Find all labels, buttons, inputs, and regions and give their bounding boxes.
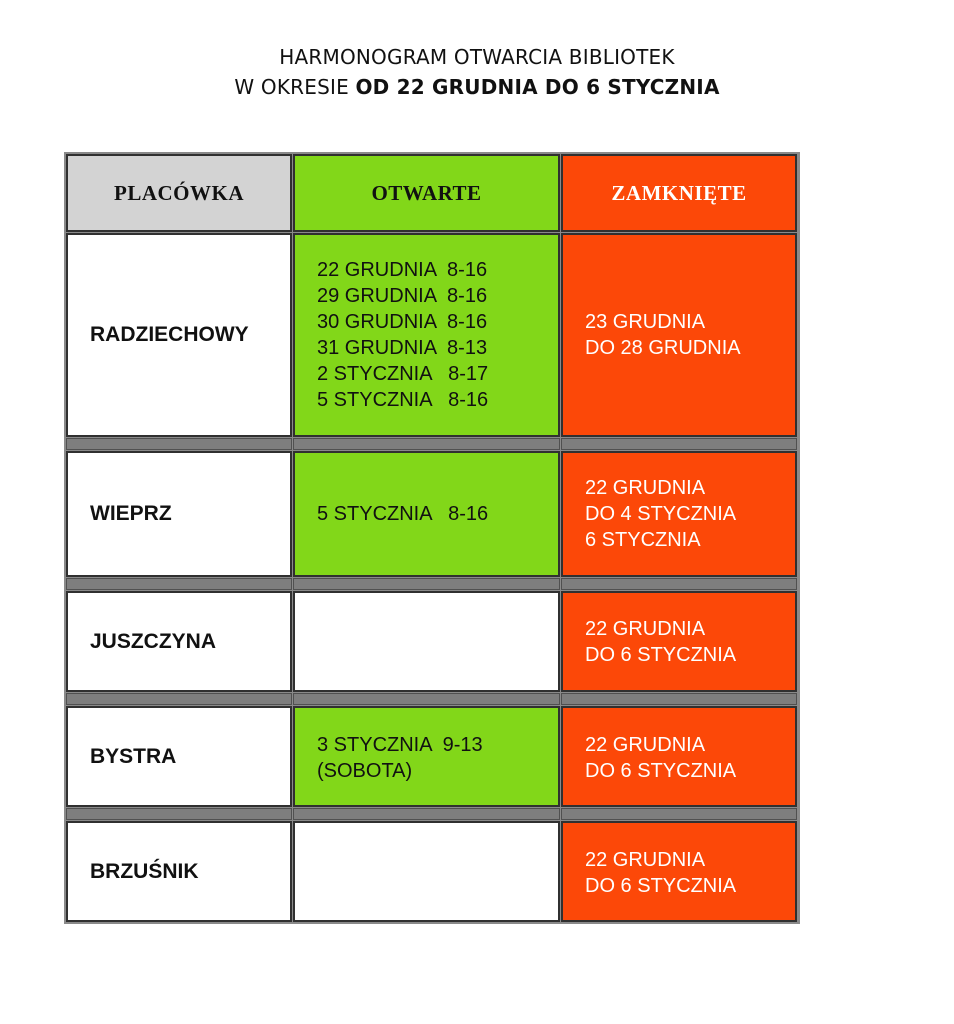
title-line-2 xyxy=(0,72,954,102)
row-separator xyxy=(561,808,797,820)
row-separator xyxy=(293,808,560,820)
row-1-closed-line-2: 6 STYCZNIA xyxy=(585,529,701,551)
title-line-2-prefix: W OKRESIE xyxy=(234,75,356,99)
row-separator xyxy=(293,693,560,705)
row-1-closed xyxy=(561,451,797,577)
row-0-open-line-2: 30 GRUDNIA 8-16 xyxy=(317,311,488,333)
row-2-open xyxy=(293,591,560,692)
row-2-name: JUSZCZYNA xyxy=(66,591,292,692)
row-0-open-line-0: 22 GRUDNIA 8-16 xyxy=(317,259,488,281)
row-separator xyxy=(561,438,797,450)
row-2-closed-line-1: DO 6 STYCZNIA xyxy=(585,643,737,666)
row-0-name: RADZIECHOWY xyxy=(66,233,292,437)
header-otwarte: OTWARTE xyxy=(293,154,560,232)
row-0-open-line-4: 2 STYCZNIA 8-17 xyxy=(317,363,489,385)
row-0-open-line-3: 31 GRUDNIA 8-13 xyxy=(317,337,488,359)
row-1-open xyxy=(293,451,560,577)
row-3-closed-line-0: 22 GRUDNIA xyxy=(585,734,706,756)
row-separator xyxy=(66,693,292,705)
row-separator xyxy=(66,808,292,820)
row-4-name: BRZUŚNIK xyxy=(66,821,292,922)
row-0-open-line-5: 5 STYCZNIA 8-16 xyxy=(317,389,489,411)
row-2-closed xyxy=(561,591,797,692)
row-3-open xyxy=(293,706,560,807)
row-3-open-line-0: 3 STYCZNIA 9-13 xyxy=(317,734,483,756)
row-separator xyxy=(293,578,560,590)
row-1-closed-line-1: DO 4 STYCZNIA xyxy=(585,503,737,525)
row-0-closed-line-0: 23 GRUDNIA xyxy=(585,311,706,333)
title-line-1: HARMONOGRAM OTWARCIA BIBLIOTEK xyxy=(279,45,675,69)
row-separator xyxy=(66,438,292,450)
row-3-open-line-1: (SOBOTA) xyxy=(317,760,413,782)
row-0-open-line-1: 29 GRUDNIA 8-16 xyxy=(317,285,488,307)
schedule-table xyxy=(64,152,800,924)
page-title xyxy=(0,42,954,102)
row-3-closed xyxy=(561,706,797,807)
row-4-closed-line-0: 22 GRUDNIA xyxy=(585,849,706,871)
row-1-open-line-0: 5 STYCZNIA 8-16 xyxy=(317,503,489,525)
row-3-closed-line-1: DO 6 STYCZNIA xyxy=(585,760,737,782)
title-line-2-bold: OD 22 GRUDNIA DO 6 STYCZNIA xyxy=(355,75,720,99)
row-0-closed xyxy=(561,233,797,437)
row-1-closed-line-0: 22 GRUDNIA xyxy=(585,477,706,499)
row-0-open xyxy=(293,233,560,437)
row-2-closed-line-0: 22 GRUDNIA xyxy=(585,617,706,640)
header-zamkniete: ZAMKNIĘTE xyxy=(561,154,797,232)
row-4-closed xyxy=(561,821,797,922)
row-separator xyxy=(561,578,797,590)
row-0-closed-line-1: DO 28 GRUDNIA xyxy=(585,337,741,359)
row-separator xyxy=(66,578,292,590)
header-placowka: PLACÓWKA xyxy=(66,154,292,232)
row-4-open xyxy=(293,821,560,922)
row-separator xyxy=(293,438,560,450)
row-separator xyxy=(561,693,797,705)
row-1-name: WIEPRZ xyxy=(66,451,292,577)
row-3-name: BYSTRA xyxy=(66,706,292,807)
row-4-closed-line-1: DO 6 STYCZNIA xyxy=(585,875,737,897)
